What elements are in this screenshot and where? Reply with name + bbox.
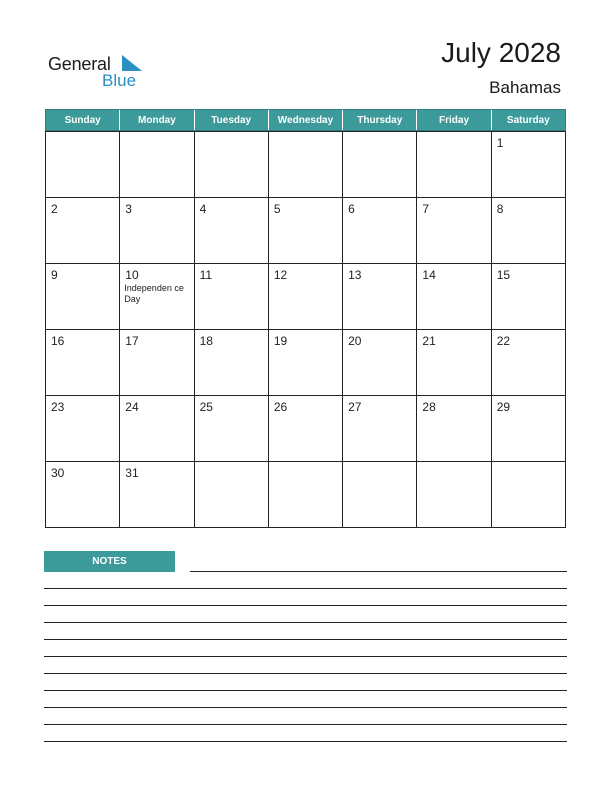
day-cell (417, 396, 491, 462)
day-cell (343, 198, 417, 264)
notes-line (44, 622, 567, 623)
day-number: 31 (125, 466, 139, 480)
day-cell (343, 396, 417, 462)
weekday-saturday: Saturday (506, 115, 550, 126)
day-number: 1 (496, 136, 504, 150)
notes-label: NOTES (44, 551, 175, 572)
day-cell (195, 132, 269, 198)
day-number: 11 (199, 268, 213, 282)
notes-line (190, 571, 567, 572)
logo-triangle-icon (122, 55, 142, 71)
day-cell (195, 264, 269, 330)
logo-blue-text: Blue (102, 71, 137, 90)
day-number: 14 (422, 268, 436, 282)
notes-line (44, 741, 567, 742)
week-row (46, 330, 566, 396)
day-number: 7 (422, 202, 430, 216)
holiday-label: Independen ce Day (124, 283, 184, 304)
weekday-thursday: Thursday (343, 110, 417, 130)
day-cell (46, 462, 120, 528)
day-cell (269, 462, 343, 528)
day-cell (269, 264, 343, 330)
notes-line (44, 639, 567, 640)
day-cell (120, 330, 194, 396)
day-cell (195, 396, 269, 462)
day-number: 5 (273, 202, 281, 216)
day-number: 18 (199, 334, 213, 348)
day-cell (269, 198, 343, 264)
day-number: 13 (348, 268, 362, 282)
day-cell (120, 132, 194, 198)
day-number: 21 (422, 334, 436, 348)
day-number: 19 (273, 334, 288, 348)
day-cell (46, 330, 120, 396)
day-cell (492, 462, 566, 528)
day-cell (492, 198, 566, 264)
day-cell (195, 462, 269, 528)
day-number: 16 (51, 334, 65, 348)
day-number: 9 (51, 268, 58, 282)
day-cell (492, 264, 566, 330)
notes-line (44, 673, 567, 674)
day-cell (46, 396, 120, 462)
notes-line (44, 690, 567, 691)
week-row (46, 264, 566, 330)
weekday-friday: Friday (417, 110, 491, 130)
page-subtitle: Bahamas (489, 78, 561, 97)
day-number: 3 (125, 202, 132, 216)
day-number: 25 (199, 400, 213, 414)
day-number: 15 (496, 268, 511, 282)
notes-line (44, 588, 567, 589)
day-cell (343, 462, 417, 528)
day-cell (343, 264, 417, 330)
day-number: 27 (348, 400, 362, 414)
day-number: 23 (51, 400, 65, 414)
page-title: July 2028 (441, 37, 561, 68)
day-cell (195, 330, 269, 396)
week-row (46, 396, 566, 462)
day-number: 20 (348, 334, 362, 348)
day-number: 28 (422, 400, 436, 414)
weekday-sunday: Sunday (46, 110, 120, 130)
logo (48, 52, 148, 92)
day-cell (46, 264, 120, 330)
logo-general-text: General (48, 54, 111, 74)
day-cell (417, 264, 491, 330)
day-cell (269, 330, 343, 396)
day-cell (120, 462, 194, 528)
weekday-monday: Monday (120, 110, 194, 130)
day-cell (343, 132, 417, 198)
notes-line (44, 724, 567, 725)
week-row (46, 462, 566, 528)
day-cell (120, 396, 194, 462)
notes-line (44, 656, 567, 657)
day-cell (492, 330, 566, 396)
day-number: 6 (348, 202, 355, 216)
day-number: 10 (125, 268, 139, 282)
day-number: 24 (125, 400, 139, 414)
day-number: 4 (199, 202, 207, 216)
day-number: 8 (496, 202, 504, 216)
day-cell (269, 132, 343, 198)
weekday-wednesday: Wednesday (269, 110, 343, 130)
notes-line (44, 707, 567, 708)
notes-line (44, 605, 567, 606)
day-number: 30 (51, 466, 65, 480)
day-cell (343, 330, 417, 396)
day-number: 26 (273, 400, 288, 414)
day-number: 17 (125, 334, 139, 348)
day-cell (417, 132, 491, 198)
day-cell (269, 396, 343, 462)
day-cell (492, 132, 566, 198)
week-row (46, 132, 566, 198)
week-row (46, 198, 566, 264)
day-cell (195, 198, 269, 264)
calendar-grid (45, 131, 566, 528)
day-cell (46, 132, 120, 198)
day-cell (492, 396, 566, 462)
day-number: 2 (51, 202, 58, 216)
day-cell (46, 198, 120, 264)
day-cell (417, 462, 491, 528)
day-cell (120, 264, 194, 330)
day-cell (120, 198, 194, 264)
day-number: 29 (496, 400, 511, 414)
weekday-header (45, 109, 566, 131)
day-number: 12 (273, 268, 288, 282)
day-number: 22 (496, 334, 511, 348)
calendar (45, 109, 566, 528)
day-cell (417, 330, 491, 396)
weekday-tuesday: Tuesday (195, 110, 269, 130)
day-cell (417, 198, 491, 264)
